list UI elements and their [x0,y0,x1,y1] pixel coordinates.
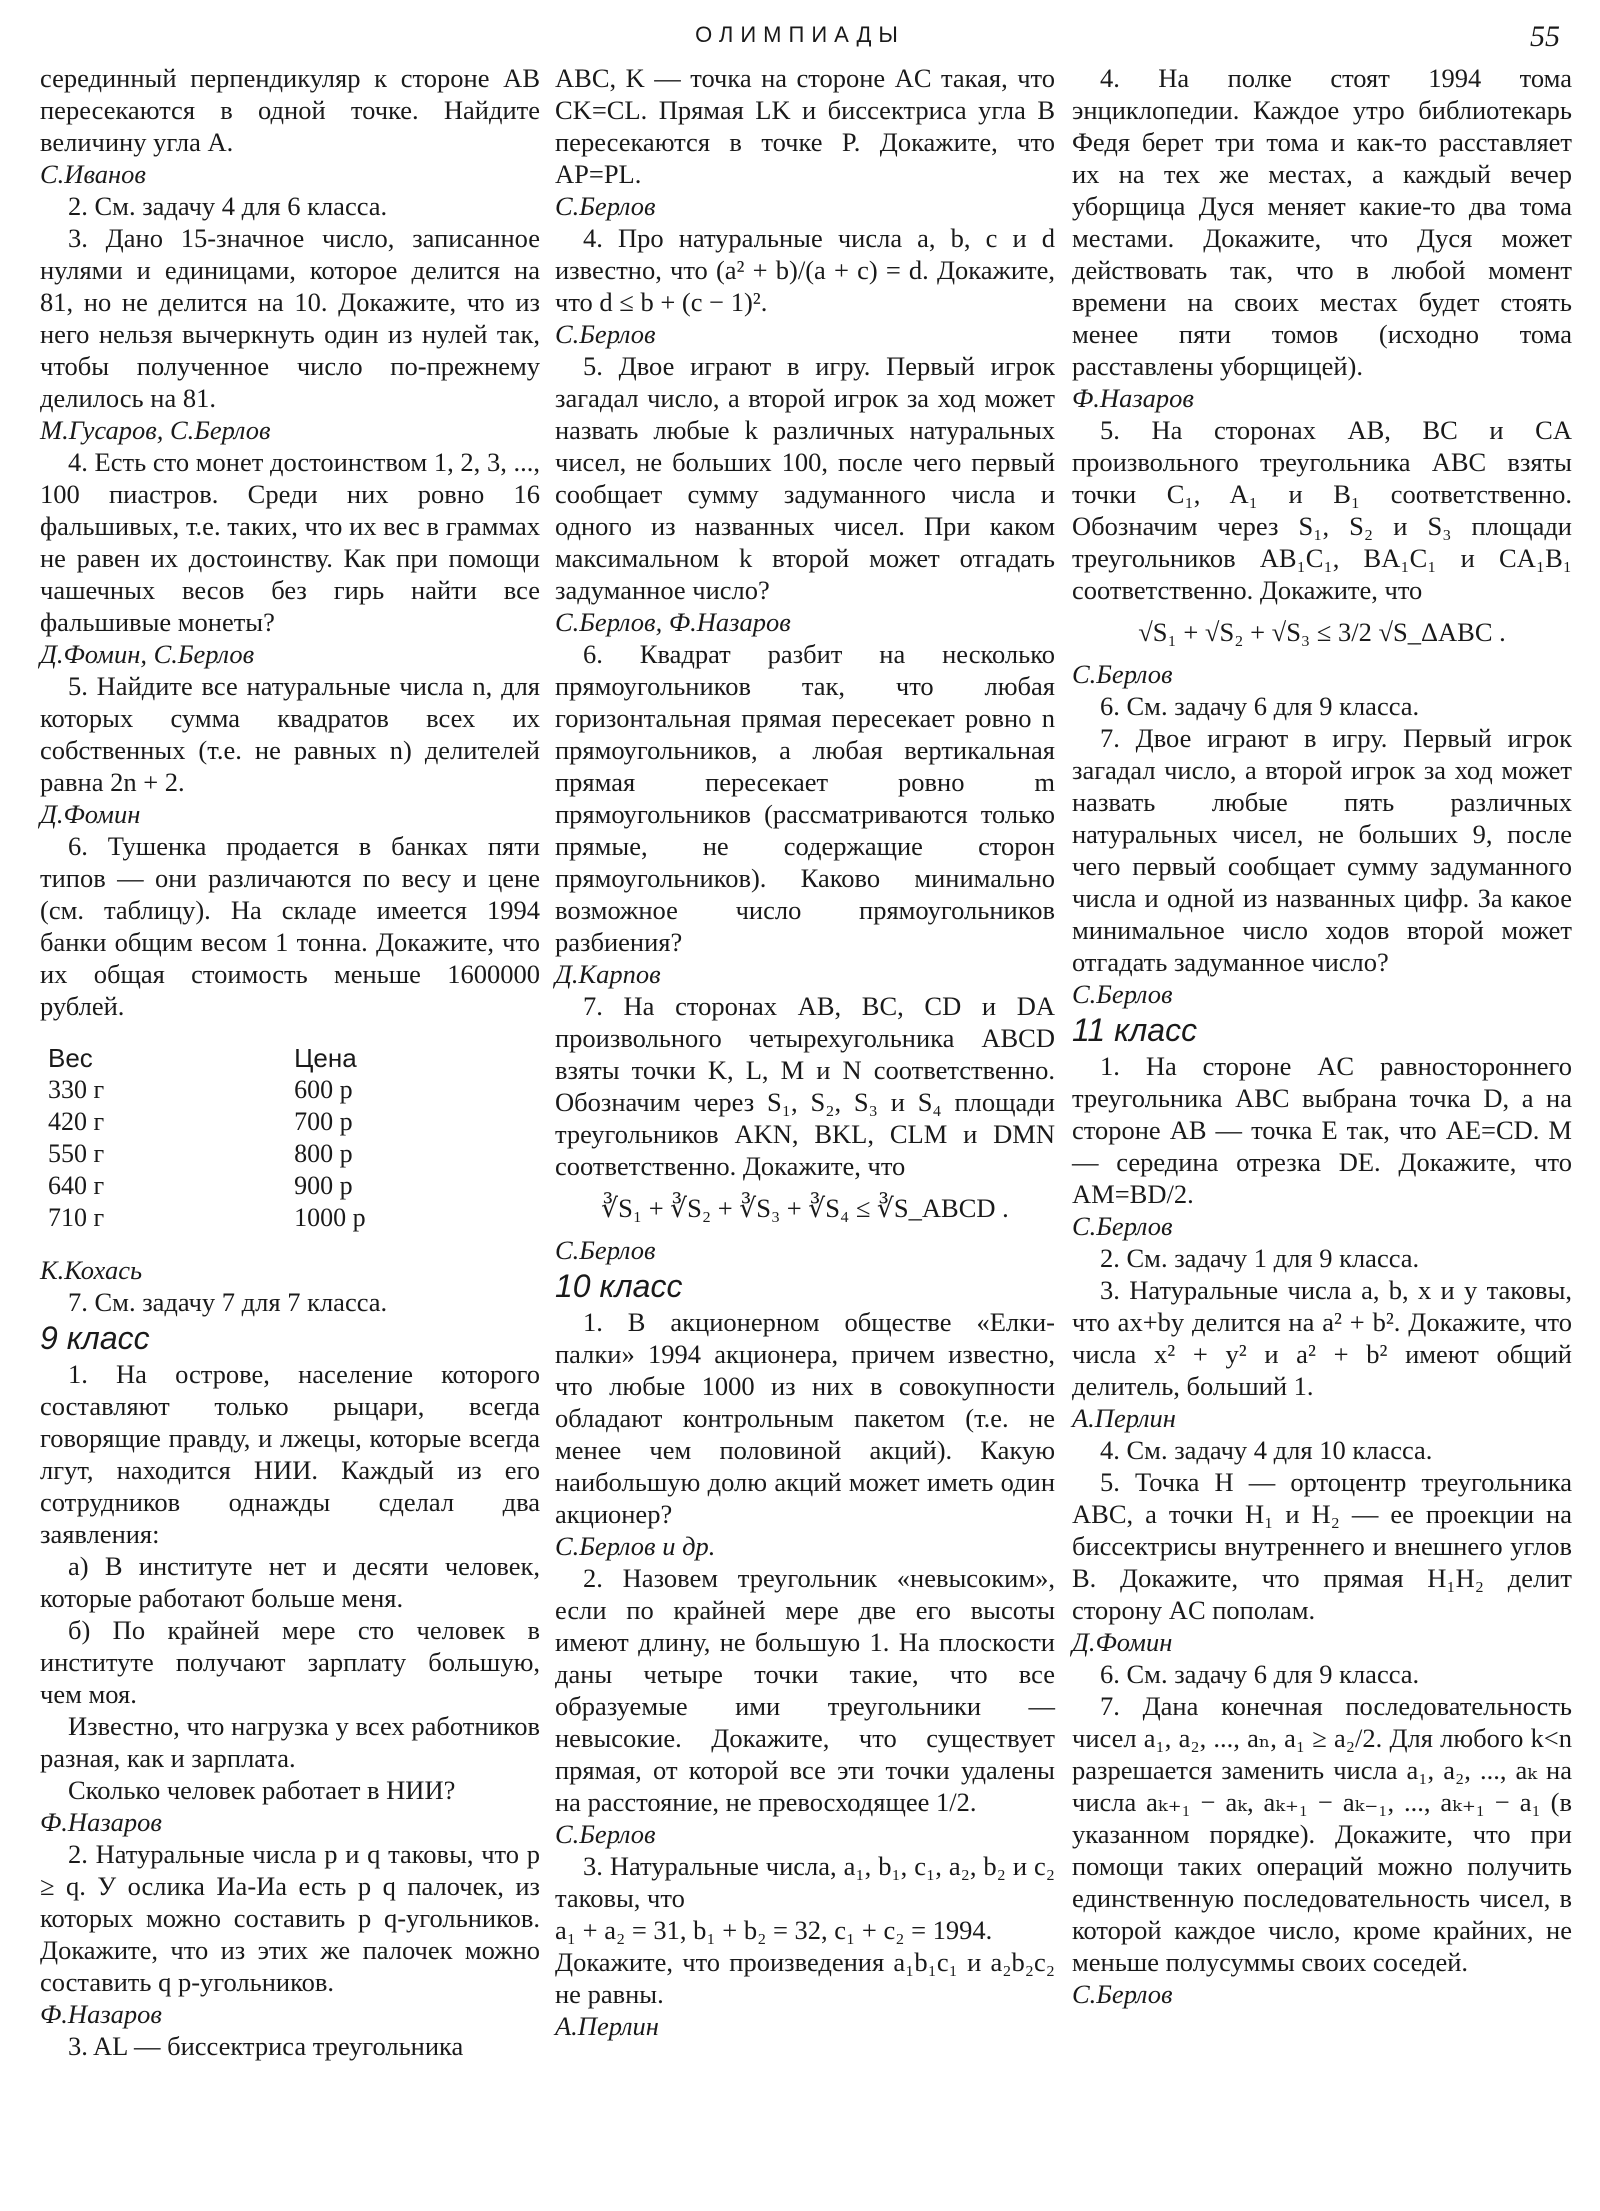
problem-author: С.Берлов [1072,659,1173,689]
table-row [48,1202,366,1234]
problem-text: 6. Тушенка продается в банках пяти типов — они различаются по весу и цене (см. таблицу). На складе имеется 1994 банки общим весом 1 тонна. Докажите, что их общая стоимость меньше 1600000 рублей. [40,831,540,1021]
price-cell: 700 р [294,1107,353,1136]
problem-author: С.Берлов, Ф.Назаров [555,607,791,637]
problem-text: серединный перпендикуляр к стороне AB пересекаются в одной точке. Найдите величину угла A. [40,63,540,157]
problem-text: 5. На сторонах AB, BC и CA произвольного треугольника ABC взяты точки C₁, A₁ и B₁ соответственно. Обозначим через S₁, S₂ и S₃ площади треугольников AB₁C₁, BA₁C₁ и CA₁B₁ соответственно. Докажите, что [1072,415,1572,605]
column-header-price: Цена [294,1043,357,1073]
problem-author: А.Перлин [1072,1403,1176,1433]
problem-text: 7. Двое играют в игру. Первый игрок загадал число, а второй игрок за ход может назвать любые пять различных натуральных чисел, не больших 9, после чего первый сообщает сумму задуманного числа и одной из названных цифр. За какое минимальное число ходов второй может отгадать задуманное число? [1072,723,1572,977]
problem-text: 4. На полке стоят 1994 тома энциклопедии. Каждое утро библиотекарь Федя берет три тома и как-то расставляет их на тех же местах, а каждый вечер уборщица Дуся меняет какие-то два тома местами. Докажите, что Дуся может действовать так, что в любой момент времени на своих местах будет стоять менее пяти томов (исходно тома расставлены уборщицей). [1072,63,1572,381]
weight-cell: 710 г [48,1203,105,1232]
table-row [48,1138,366,1170]
weight-cell: 640 г [48,1171,105,1200]
problem-text: 1. На острове, население которого составляют только рыцари, всегда говорящие правду, и лжецы, которые всегда лгут, находится НИИ. Каждый из его сотрудников однажды сделал два заявления: [40,1359,540,1549]
problem-author: Д.Фомин [40,799,141,829]
price-cell: 900 р [294,1171,353,1200]
problem-text: а) В институте нет и десяти человек, которые работают больше меня. [40,1551,540,1613]
problem-author: Ф.Назаров [40,1999,162,2029]
table-row [48,1170,366,1202]
column-left [40,62,540,2062]
problem-text: б) По крайней мере сто человек в институте получают зарплату большую, чем моя. [40,1615,540,1709]
problem-author: С.Иванов [40,159,146,189]
problem-author: С.Берлов [1072,1211,1173,1241]
problem-text: 3. AL — биссектриса треугольника [68,2031,464,2061]
problem-text: 7. На сторонах AB, BC, CD и DA произвольного четырехугольника ABCD взяты точки K, L, M и N соответственно. Обозначим через S₁, S₂, S₃ и S₄ площади треугольников AKN, BKL, CLM и DMN соответственно. Докажите, что [555,991,1055,1181]
formula: √S₁ + √S₂ + √S₃ ≤ 3/2 √S_ΔABC . [1138,617,1506,647]
problem-text: Сколько человек работает в НИИ? [68,1775,456,1805]
weight-cell: 550 г [48,1139,105,1168]
problem-text: 3. Дано 15-значное число, записанное нулями и единицами, которое делится на 81, но не делится на 10. Докажите, что из него нельзя вычеркнуть один из нулей так, чтобы полученное число по-прежнему делилось на 81. [40,223,540,413]
section-heading-grade-11: 11 класс [1072,1012,1198,1048]
problem-text: 1. На стороне AC равностороннего треугольника ABC выбрана точка D, а на стороне AB — точка E так, что AE=CD. M — середина отрезка DE. Докажите, что AM=BD/2. [1072,1051,1572,1209]
weight-cell: 420 г [48,1107,105,1136]
column-right [1072,62,1572,2010]
table-header-row [48,1042,366,1074]
problem-text: 4. Есть сто монет достоинством 1, 2, 3, ..., 100 пиастров. Среди них ровно 16 фальшивых, т.е. таких, что их вес в граммах не равен их достоинству. Как при помощи чашечных весов без гирь найти все фальшивые монеты? [40,447,540,637]
problem-text: ABC, K — точка на стороне AC такая, что CK=CL. Прямая LK и биссектриса угла B пересекаются в точке P. Докажите, что AP=PL. [555,63,1055,189]
problem-text: 6. Квадрат разбит на несколько прямоугольников так, что любая горизонтальная прямая пересекает ровно n прямоугольников, а любая вертикальная прямая пересекает ровно m прямоугольников (рассматриваются только прямые, не содержащие сторон прямоугольников). Каково минимально возможное число прямоугольников разбиения? [555,639,1055,957]
weight-cell: 330 г [48,1075,105,1104]
problem-text: 6. См. задачу 6 для 9 класса. [1100,691,1420,721]
price-cell: 600 р [294,1075,353,1104]
problem-text: 4. Про натуральные числа a, b, c и d известно, что (a² + b)/(a + c) = d. Докажите, что d ≤ b + (c − 1)². [555,223,1055,317]
problem-author: С.Берлов [555,1235,656,1265]
problem-text: 7. См. задачу 7 для 7 класса. [68,1287,388,1317]
problem-text: 4. См. задачу 4 для 10 класса. [1100,1435,1433,1465]
problem-author: Д.Карпов [555,959,661,989]
column-middle [555,62,1055,2042]
problem-author: Д.Фомин, С.Берлов [40,639,255,669]
problem-author: Ф.Назаров [40,1807,162,1837]
problem-text: Известно, что нагрузка у всех работников разная, как и зарплата. [40,1711,540,1773]
problem-author: С.Берлов [555,191,656,221]
table-row [48,1106,366,1138]
problem-author: С.Берлов и др. [555,1531,716,1561]
problem-text: 5. Двое играют в игру. Первый игрок загадал число, а второй игрок за ход может назвать любые k различных натуральных чисел, не больших 100, после чего первый сообщает сумму задуманного числа и одного из названных чисел. При каком максимальном k второй может отгадать задуманное число? [555,351,1055,605]
problem-text: 6. См. задачу 6 для 9 класса. [1100,1659,1420,1689]
problem-text: 2. Назовем треугольник «невысоким», если по крайней мере две его высоты имеют длину, не большую 1. На плоскости даны четыре точки такие, что все образуемые ими треугольники — невысокие. Докажите, что существует прямая, от которой все эти точки удалены на расстояние, не превосходящее 1/2. [555,1563,1055,1817]
price-table [48,1042,366,1234]
section-heading-grade-9: 9 класс [40,1320,150,1356]
price-cell: 800 р [294,1139,353,1168]
problem-author: С.Берлов [555,319,656,349]
problem-author: С.Берлов [1072,1979,1173,2009]
problem-text: Докажите, что произведения a₁b₁c₁ и a₂b₂c₂ не равны. [555,1947,1055,2009]
problem-text: 1. В акционерном обществе «Елки-палки» 1994 акционера, причем известно, что любые 1000 из них в совокупности обладают контрольным пакетом (т.е. не менее чем половиной акций). Какую наибольшую долю акций может иметь один акционер? [555,1307,1055,1529]
problem-text: 2. См. задачу 4 для 6 класса. [68,191,388,221]
problem-author: Д.Фомин [1072,1627,1173,1657]
problem-text: 5. Найдите все натуральные числа n, для которых сумма квадратов всех их собственных (т.е. не равных n) делителей равна 2n + 2. [40,671,540,797]
table-row [48,1074,366,1106]
problem-text: 3. Натуральные числа, a₁, b₁, c₁, a₂, b₂ и c₂ таковы, что [555,1851,1055,1913]
running-header: ОЛИМПИАДЫ [695,22,905,47]
problem-text: 5. Точка H — ортоцентр треугольника ABC, а точки H₁ и H₂ — ее проекции на биссектрисы внутреннего и внешнего углов B. Докажите, что прямая H₁H₂ делит сторону AC пополам. [1072,1467,1572,1625]
problem-author: К.Кохась [40,1255,143,1285]
problem-author: Ф.Назаров [1072,383,1194,413]
column-header-weight: Вес [48,1043,93,1073]
problem-text: 3. Натуральные числа a, b, x и y таковы, что ax+by делится на a² + b². Докажите, что числа x² + y² и a² + b² имеют общий делитель, больший 1. [1072,1275,1572,1401]
formula: a₁ + a₂ = 31, b₁ + b₂ = 32, c₁ + c₂ = 1994. [555,1915,993,1945]
problem-author: С.Берлов [1072,979,1173,1009]
problem-text: 2. См. задачу 1 для 9 класса. [1100,1243,1420,1273]
section-heading-grade-10: 10 класс [555,1268,683,1304]
page-number: 55 [1530,20,1560,53]
formula: ∛S₁ + ∛S₂ + ∛S₃ + ∛S₄ ≤ ∛S_ABCD . [601,1193,1009,1223]
problem-author: М.Гусаров, С.Берлов [40,415,271,445]
problem-author: А.Перлин [555,2011,659,2041]
price-cell: 1000 р [294,1203,366,1232]
problem-author: С.Берлов [555,1819,656,1849]
problem-text: 7. Дана конечная последовательность чисел a₁, a₂, ..., aₙ, a₁ ≥ a₂/2. Для любого k<n разрешается заменить числа a₁, a₂, ..., aₖ на числа aₖ₊₁ − aₖ, aₖ₊₁ − aₖ₋₁, ..., aₖ₊₁ − a₁ (в указанном порядке). Докажите, что при помощи таких операций можно получить единственную последовательность чисел, в которой каждое число, кроме крайних, не меньше полусуммы своих соседей. [1072,1691,1572,1977]
problem-text: 2. Натуральные числа p и q таковы, что p ≥ q. У ослика Иа-Иа есть p q палочек, из которых можно составить p q-угольников. Докажите, что из этих же палочек можно составить q p-угольников. [40,1839,540,1997]
